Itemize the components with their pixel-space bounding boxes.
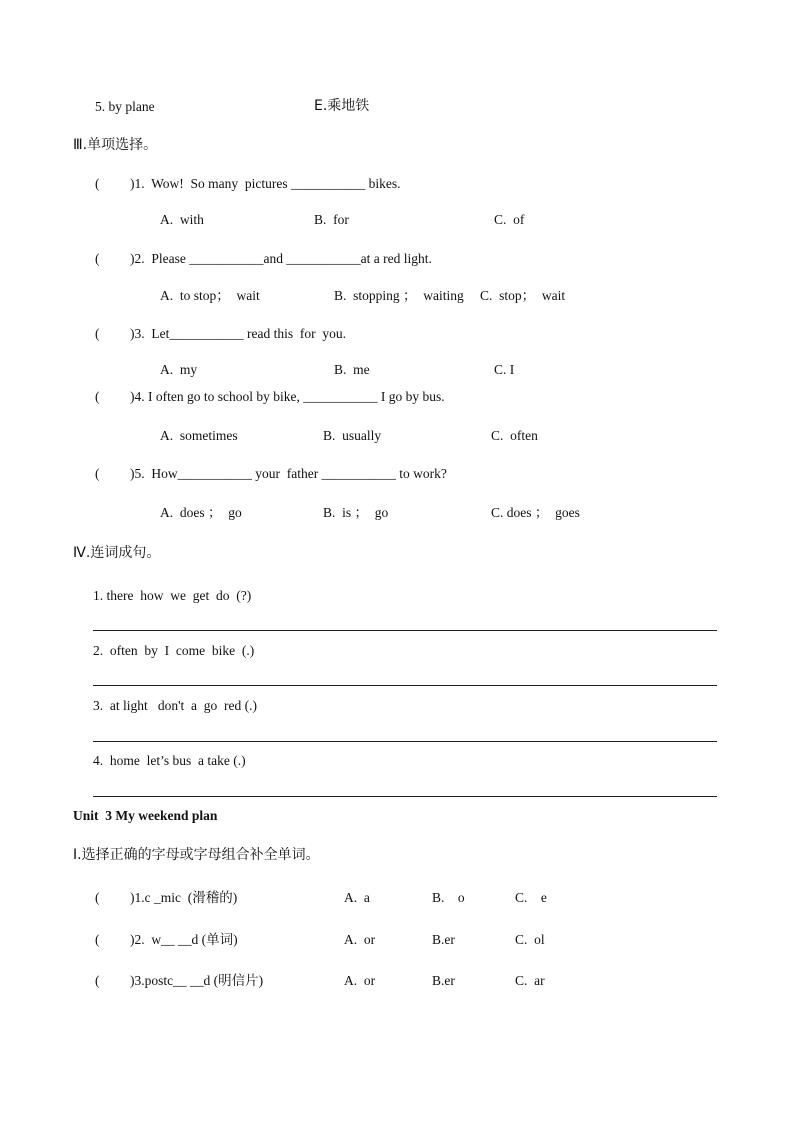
match-item-5: 5. by plane [95,99,155,114]
option-a: A. to stop； wait [160,288,260,303]
option-c: C. often [491,428,538,443]
option-a: A. or [344,973,376,988]
option-c: C. stop； wait [480,288,566,303]
option-b: B. me [334,362,370,377]
sentence-item: 3. at light don't a go red (.) [93,698,258,713]
option-c: C. ar [515,973,545,988]
option-c: C. I [494,362,515,377]
question-paren: ( [95,389,100,404]
option-c: C. does ； goes [491,505,580,520]
option-b: B.er [432,932,455,947]
option-c: C. ol [515,932,545,947]
question-paren: ( [95,932,100,947]
sentence-item: 2. often by I come bike (.) [93,643,255,658]
option-a: A. does ； go [160,505,242,520]
question-stem: )3.postc__ __d (明信片) [130,973,264,988]
sentence-item: 4. home let’s bus a take (.) [93,753,246,768]
question-paren: ( [95,176,100,191]
unit-title: Unit 3 My weekend plan [73,808,218,823]
option-b: B. is ； go [323,505,389,520]
question-paren: ( [95,466,100,481]
question-stem: )2. w__ __d (单词) [130,932,238,947]
sentence-item: 1. there how we get do (?) [93,588,252,603]
match-item-e: E.乘地铁 [314,98,370,114]
answer-line [93,630,717,631]
option-b: B. stopping ； waiting [334,288,464,303]
question-paren: ( [95,326,100,341]
question-paren: ( [95,251,100,266]
option-b: B. usually [323,428,382,443]
option-b: B. o [432,890,465,905]
question-stem: )3. Let___________ read this for you. [130,326,346,341]
option-a: A. sometimes [160,428,238,443]
option-c: C. of [494,212,525,227]
question-stem: )4. I often go to school by bike, ___________ I go by bus. [130,389,445,404]
option-a: A. with [160,212,204,227]
answer-line [93,741,717,742]
section-4-title: Ⅳ.连词成句。 [73,545,161,561]
option-a: A. or [344,932,376,947]
question-stem: )5. How___________ your father ___________ to work? [130,466,447,481]
option-c: C. e [515,890,547,905]
option-b: B. for [314,212,349,227]
option-b: B.er [432,973,455,988]
question-stem: )1. Wow! So many pictures ___________ bikes. [130,176,401,191]
unit3-section-1-title: I.选择正确的字母或字母组合补全单词。 [73,847,320,863]
option-a: A. a [344,890,370,905]
question-paren: ( [95,973,100,988]
option-a: A. my [160,362,198,377]
answer-line [93,685,717,686]
section-3-title: Ⅲ.单项选择。 [73,137,158,153]
question-stem: )1.c _mic (滑稽的) [130,890,238,905]
answer-line [93,796,717,797]
question-paren: ( [95,890,100,905]
question-stem: )2. Please ___________and ___________at a red light. [130,251,432,266]
